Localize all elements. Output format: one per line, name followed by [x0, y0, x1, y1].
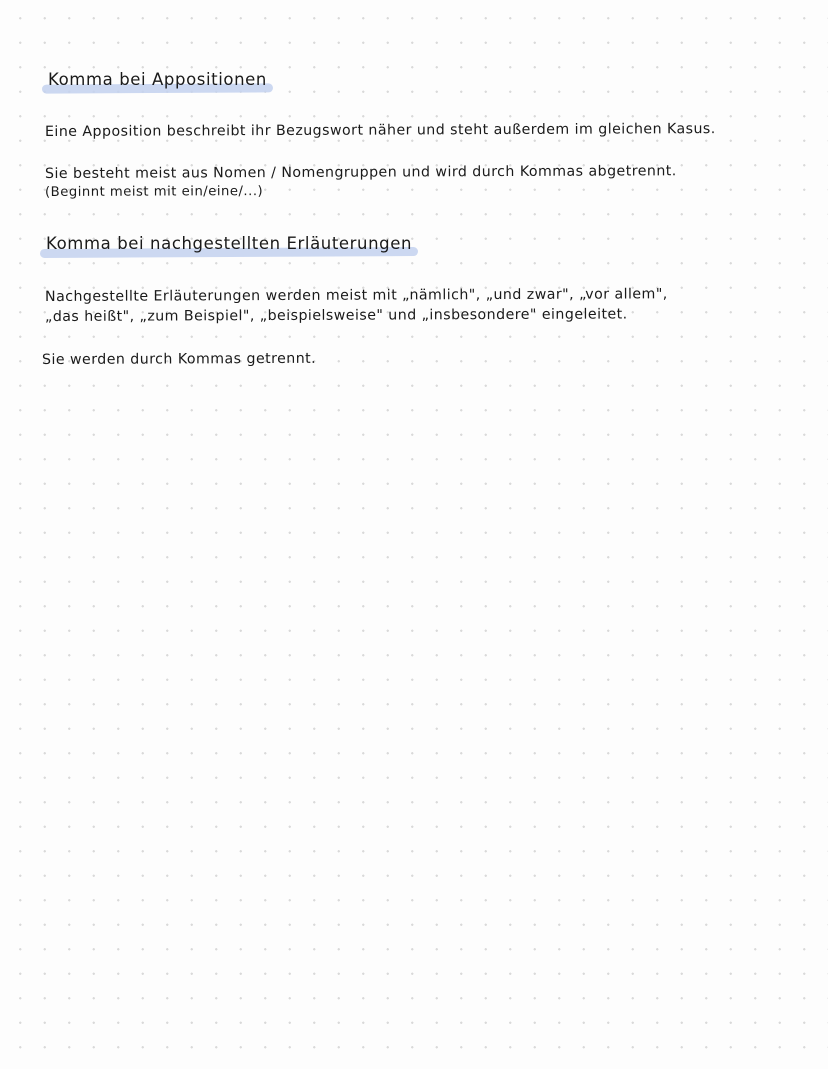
- heading-text: Komma bei Appositionen: [48, 70, 267, 89]
- heading-text: Komma bei nachgestellten Erläuterungen: [46, 234, 413, 253]
- section-heading-erlaeuterungen: [46, 234, 412, 253]
- section-heading-appositionen: [48, 70, 267, 89]
- erlaeuterungen-examples-line: „das heißt", „zum Beispiel", „beispielsweise" und „insbesondere" eingeleitet.: [44, 306, 628, 325]
- apposition-note-line: (Beginnt meist mit ein/eine/...): [44, 184, 264, 200]
- erlaeuterungen-rule-line: Sie werden durch Kommas getrennt.: [41, 350, 317, 368]
- apposition-definition-line: Eine Apposition beschreibt ihr Bezugswort näher und steht außerdem im gleichen Kasus.: [44, 121, 716, 140]
- apposition-rule-line: Sie besteht meist aus Nomen / Nomengruppen und wird durch Kommas abgetrennt.: [44, 163, 677, 182]
- erlaeuterungen-intro-line: Nachgestellte Erläuterungen werden meist mit „nämlich", „und zwar", „vor allem",: [44, 286, 668, 305]
